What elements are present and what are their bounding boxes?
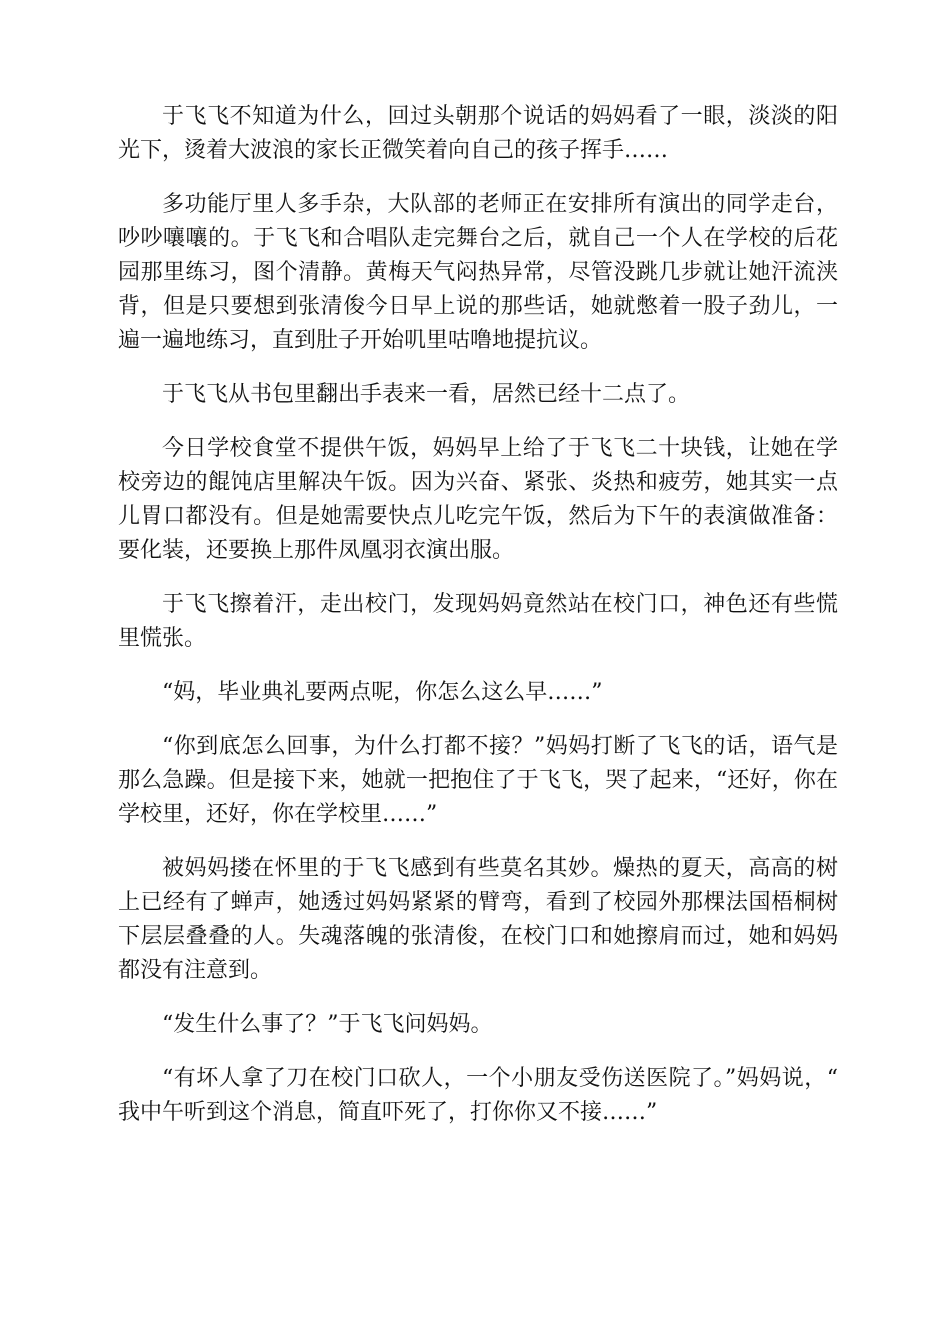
paragraph-10: “有坏人拿了刀在校门口砍人，一个小朋友受伤送医院了。”妈妈说，“我中午听到这个消息，简直吓死了，打你你又不接……” (118, 1066, 838, 1125)
paragraph-5: 于飞飞擦着汗，走出校门，发现妈妈竟然站在校门口，神色还有些慌里慌张。 (118, 592, 838, 651)
paragraph-4: 今日学校食堂不提供午饭，妈妈早上给了于飞飞二十块钱，让她在学校旁边的餛饨店里解决午饭。因为兴奋、紧张、炎热和疲劳，她其实一点儿胃口都没有。但是她需要快点儿吃完午饭，然后为下午的表演做准备：要化装，还要换上那件凤凰羽衣演出服。 (118, 436, 838, 563)
paragraph-8: 被妈妈搂在怀里的于飞飞感到有些莫名其妙。燥热的夏天，高高的树上已经有了蝉声，她透过妈妈紧紧的臂弯，看到了校园外那棵法国梧桐树下层层叠叠的人。失魂落魄的张清俊，在校门口和她擦肩而过，她和妈妈都没有注意到。 (118, 856, 838, 983)
paragraph-6: “妈，毕业典礼要两点呢，你怎么这么早……” (162, 680, 603, 705)
paragraph-1: 于飞飞不知道为什么，回过头朝那个说话的妈妈看了一眼，淡淡的阳光下，烫着大波浪的家长正微笑着向自己的孩子挥手…… (118, 104, 838, 163)
paragraph-2: 多功能厅里人多手杂，大队部的老师正在安排所有演出的同学走台，吵吵嚷嚷的。于飞飞和合唱队走完舞台之后，就自己一个人在学校的后花园那里练习，图个清静。黄梅天气闷热异常，尽管没跳几步就让她汗流浃背，但是只要想到张清俊今日早上说的那些话，她就憋着一股子劲儿，一遍一遍地练习，直到肚子开始叽里咕噜地提抗议。 (118, 192, 838, 353)
paragraph-9: “发生什么事了？”于飞飞问妈妈。 (162, 1012, 493, 1037)
paragraph-3: 于飞飞从书包里翻出手表来一看，居然已经十二点了。 (162, 382, 691, 407)
paragraph-7: “你到底怎么回事，为什么打都不接？”妈妈打断了飞飞的话，语气是那么急躁。但是接下来，她就一把抱住了于飞飞，哭了起来，“还好，你在学校里，还好，你在学校里……” (118, 734, 838, 827)
document-body (118, 100, 838, 1150)
